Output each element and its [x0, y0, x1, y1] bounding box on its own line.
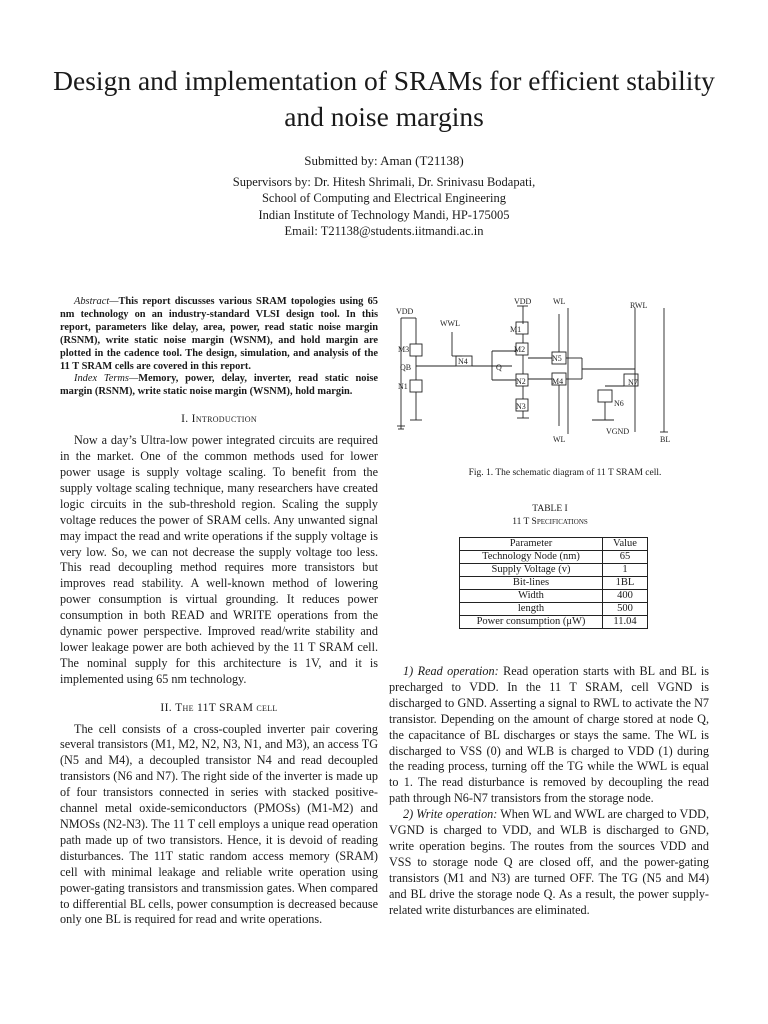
table-row	[460, 564, 648, 577]
table-cell: 1BL	[603, 577, 648, 590]
supervisors: Supervisors by: Dr. Hitesh Shrimali, Dr. Srinivasu Bodapati,	[232, 174, 536, 189]
table-cell: Power consumption (μW)	[460, 616, 603, 629]
section-number: I.	[181, 412, 192, 426]
label-qb: QB	[400, 363, 412, 372]
table-row	[460, 616, 648, 629]
table-title	[460, 503, 640, 528]
label-n6: N6	[614, 399, 624, 408]
label-m1: M1	[510, 325, 522, 334]
label-vgnd: VGND	[606, 427, 630, 436]
table-header-row	[460, 538, 648, 551]
abstract	[60, 296, 378, 373]
left-column	[60, 296, 378, 928]
table-header: Value	[603, 538, 648, 551]
write-operation-label: 2) Write operation:	[403, 807, 498, 822]
school: School of Computing and Electrical Engineering	[261, 191, 507, 205]
section-title: The 11T SRAM cell	[175, 700, 278, 714]
submitted-by: Submitted by: Aman (T21138)	[304, 153, 464, 168]
label-wwl: WWL	[440, 319, 460, 328]
label-vdd-left: VDD	[396, 307, 414, 316]
index-terms-text: Memory, power, delay, inverter, read static noise margin (RSNM), write static noise margin (WSNM), hold margin.	[60, 373, 378, 398]
figure-caption: Fig. 1. The schematic diagram of 11 T SRAM cell.	[468, 468, 662, 478]
table-cell: Technology Node (nm)	[460, 551, 603, 564]
label-m3: M3	[398, 345, 410, 354]
table-caption: 11 T Specifications	[512, 516, 588, 527]
table-cell: Supply Voltage (v)	[460, 564, 603, 577]
table-cell: Bit-lines	[460, 577, 603, 590]
table-row	[460, 603, 648, 616]
table-cell: 500	[603, 603, 648, 616]
label-n2: N2	[516, 377, 526, 386]
institute: Indian Institute of Technology Mandi, HP-175005	[258, 207, 510, 222]
write-operation-paragraph	[389, 807, 709, 918]
table-cell: Width	[460, 590, 603, 603]
label-q: Q	[496, 363, 502, 372]
label-bl: BL	[660, 435, 671, 444]
table-header: Parameter	[460, 538, 603, 551]
section-heading-11t-sram-cell	[60, 700, 378, 716]
email: Email: T21138@students.iitmandi.ac.in	[284, 224, 484, 238]
abstract-lead: Abstract—	[74, 296, 119, 307]
label-wl-top: WL	[553, 297, 566, 306]
table-row	[460, 590, 648, 603]
label-rwl: RWL	[630, 301, 648, 310]
read-operation-paragraph	[389, 664, 709, 807]
label-m2: M2	[514, 345, 526, 354]
read-operation-text: Read operation starts with BL and BL is precharged to VDD. In the 11 T SRAM, cell VGND is discharged to GND. Asserting a signal to RWL to activate the N7 transistor. Depending on the amount of charge stored at node Q, the capacitance of BL discharges or stays the same. The WL is discharged to VSS (0) and WLB is charged to VDD (1) during the reading process, turning off the TG while the WWL is equal to 1. The read disturbance is removed by decoupling the read path through N6-N7 transistors from the storage node.	[389, 664, 709, 806]
table-cell: 400	[603, 590, 648, 603]
label-n7: N7	[628, 378, 638, 387]
section-number: II.	[160, 700, 176, 714]
label-n3: N3	[516, 402, 526, 411]
paper-title: Design and implementation of SRAMs for efficient stability and noise margins	[53, 65, 715, 132]
table-number: TABLE I	[532, 504, 568, 514]
section-title: Introduction	[191, 412, 257, 426]
label-vdd-top: VDD	[514, 297, 532, 306]
label-m4: M4	[552, 377, 564, 386]
label-n4: N4	[458, 357, 468, 366]
introduction-paragraph: Now a day’s Ultra-low power integrated circuits are required in the market. One of the common methods used for lower power usage is supply voltage scaling. To benefit from the supply voltage scaling technique, many researchers have created logic circuits in the sub-threshold region. Scaling the supply voltage reduces the power of SRAM cells. Any unwanted signal may impact the read and write operations if the supply voltage is very low. So, we can not decrease the supply voltage too less. This read decoupling method requires more transistors but improves read stability. A well-known method of lowering power consumption is virtual grounding. It reduces power consumption in both READ and WRITE operations from the dynamic power perspective. Improved read/write stability and lower leakage power are both achieved by the 11 T SRAM cell. The nominal supply for this architecture is 1V, and it is implemented using 65 nm technology.	[60, 433, 378, 686]
table-row	[460, 577, 648, 590]
label-n5: N5	[552, 354, 562, 363]
read-operation-label: 1) Read operation:	[403, 664, 499, 678]
table-cell: 1	[603, 564, 648, 577]
table-cell: 65	[603, 551, 648, 564]
right-column	[389, 664, 709, 919]
write-operation-text: When WL and WWL are charged to VDD, VGND is charged to VDD, and WLB is discharged to GND, write operation begins. The routes from the sources VDD and VSS to storage node Q are closed off, and the power-gating transistors (M1 and N3) are turned OFF. The TG (N5 and M4) and BL drive the storage node Q. As a result, the power supply-related write disturbances are eliminated.	[389, 807, 709, 917]
index-terms-lead: Index Terms—	[74, 373, 139, 385]
label-n1: N1	[398, 382, 408, 391]
table-cell: length	[460, 603, 603, 616]
table-row	[460, 551, 648, 564]
author-block	[100, 153, 668, 240]
sram-cell-paragraph: The cell consists of a cross-coupled inverter pair covering several transistors (M1, M2, N2, N3, N1, and M3), an access TG (N5 and M4), a decoupled transistor N4 and read decoupled transistors (N6 and N7). The right side of the inverter is made up of four transistors connected in series with stacked positive-channel metal oxide-semiconductors (PMOSs) (M1-M2) and NMOSs (N2-N3). The 11 T cell employs a unique read operation path made up of two transistors. Hence, it is devoid of reading disturbances. The 11T static random access memory (SRAM) cell with minimal leakage and reliable write operation using power-gating transistors and transmission gates. When compared to differential BL cells, power consumption is decreased because only one BL is required for read and write operations.	[60, 721, 378, 927]
label-wl-bottom: WL	[553, 435, 566, 444]
index-terms	[60, 373, 378, 399]
specifications-table	[459, 537, 648, 629]
table-cell: 11.04	[603, 616, 648, 629]
section-heading-introduction	[60, 411, 378, 427]
sram-schematic-figure	[392, 294, 692, 446]
abstract-text: This report discusses various SRAM topologies using 65 nm technology on an industry-standard VLSI design tool. In this report, parameters like delay, area, power, read static noise margin (RSNM), write static noise margin (WSNM), and hold margin are plotted in the cadence tool. The design, simulation, and analysis of the 11 T SRAM cells are covered in this report.	[60, 296, 378, 372]
